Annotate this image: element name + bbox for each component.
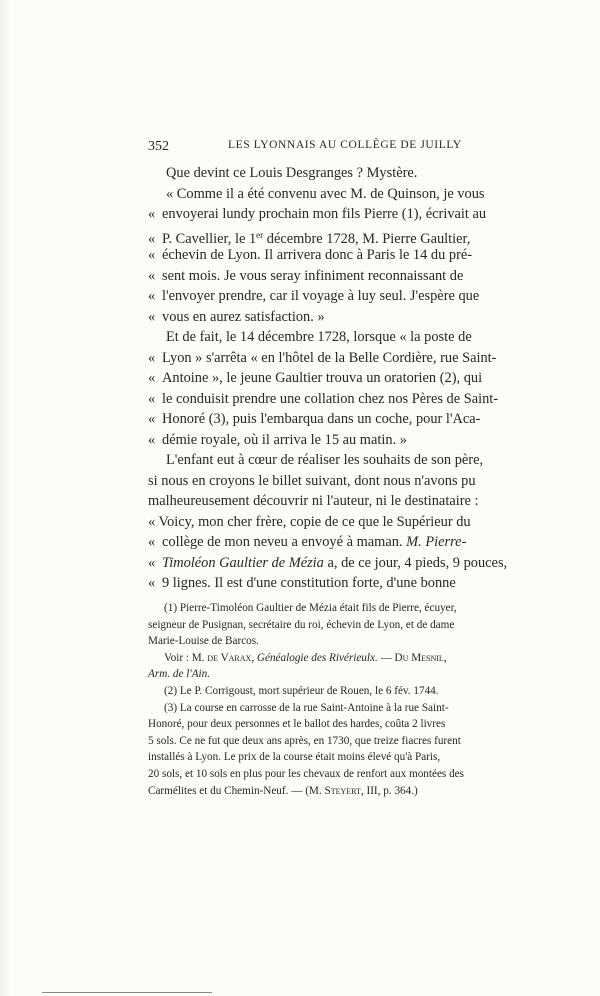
text-line: « Voicy, mon cher frère, copie de ce que le Supérieur du xyxy=(148,513,471,530)
text-line: « l'envoyer prendre, car il voyage à luy seul. J'espère que xyxy=(148,288,480,304)
text-line: « sent mois. Je vous seray infiniment reconnaissant de xyxy=(148,267,464,284)
footnote-line: seigneur de Pusignan, secrétaire du roi, échevin de Lyon, et de dame xyxy=(148,618,455,631)
footnotes xyxy=(148,600,464,799)
text-line: « P. Cavellier, le 1er décembre 1728, M. Pierre Gaultier, xyxy=(148,229,471,247)
footnote-line: (2) Le P. Corrigoust, mort supérieur de Rouen, le 6 fév. 1744. xyxy=(164,684,439,697)
text-line: L'enfant eut à cœur de réaliser les souhaits de son père, xyxy=(166,452,484,468)
text-line: « Antoine », le jeune Gaultier trouva un oratorien (2), qui xyxy=(148,370,483,386)
footnote-line: (1) Pierre-Timoléon Gaultier de Mézia était fils de Pierre, écuyer, xyxy=(164,602,457,614)
text-line: malheureusement découvrir ni l'auteur, ni le destinataire : xyxy=(148,493,479,509)
footnote-line: Marie-Louise de Barcos. xyxy=(148,635,259,648)
body-text xyxy=(148,163,508,594)
footnote-line: Honoré, pour deux personnes et le ballot des hardes, coûta 2 livres xyxy=(148,718,446,731)
text-line: « collège de mon neveu a envoyé à maman. M. Pierre- xyxy=(148,534,467,550)
text-line: « échevin de Lyon. Il arrivera donc à Paris le 14 du pré- xyxy=(148,247,473,263)
running-title: LES LYONNAIS AU COLLÈGE DE JUILLY xyxy=(228,139,462,151)
page-number: 352 xyxy=(148,139,169,154)
text-line: « Timoléon Gaultier de Mézia a, de ce jour, 4 pieds, 9 pouces, xyxy=(148,554,508,571)
scan-edge-shadow xyxy=(0,0,10,996)
footnote-line: installés à Lyon. Le prix de la course était moins élevé qu'à Paris, xyxy=(148,751,441,764)
scan-bottom-rule xyxy=(42,992,212,993)
text-line: Que devint ce Louis Desgranges ? Mystère. xyxy=(166,165,418,181)
text-line: « Comme il a été convenu avec M. de Quinson, je vous xyxy=(166,185,485,202)
text-line: Et de fait, le 14 décembre 1728, lorsque « la poste de xyxy=(166,329,472,345)
text-line: si nous en croyons le billet suivant, dont nous n'avons pu xyxy=(148,472,476,489)
footnote-line: Voir : M. de Varax, Généalogie des Rivérieulx. — Du Mesnil, xyxy=(164,651,447,664)
footnote-line: 5 sols. Ce ne fut que deux ans après, en 1730, que treize fiacres furent xyxy=(148,734,461,747)
footnote-line: Arm. de l'Ain. xyxy=(148,668,211,681)
text-line: « le conduisit prendre une collation chez nos Pères de Saint- xyxy=(148,390,499,407)
footnote-line: (3) La course en carrosse de la rue Saint-Antoine à la rue Saint- xyxy=(164,701,449,714)
text-line: « Honoré (3), puis l'embarqua dans un coche, pour l'Aca- xyxy=(148,411,481,427)
text-line: « 9 lignes. Il est d'une constitution forte, d'une bonne xyxy=(148,575,456,591)
footnote-line: Carmélites et du Chemin-Neuf. — (M. Steyert, III, p. 364.) xyxy=(148,784,418,797)
text-line: « vous en aurez satisfaction. » xyxy=(148,308,325,325)
text-line: « envoyerai lundy prochain mon fils Pierre (1), écrivait au xyxy=(148,206,487,222)
text-line: « démie royale, où il arriva le 15 au matin. » xyxy=(148,431,407,448)
footnote-line: 20 sols, et 10 sols en plus pour les chevaux de renfort aux montées des xyxy=(148,767,464,780)
running-head xyxy=(148,139,462,157)
text-line: « Lyon » s'arrêta « en l'hôtel de la Belle Cordière, rue Saint- xyxy=(148,349,497,366)
